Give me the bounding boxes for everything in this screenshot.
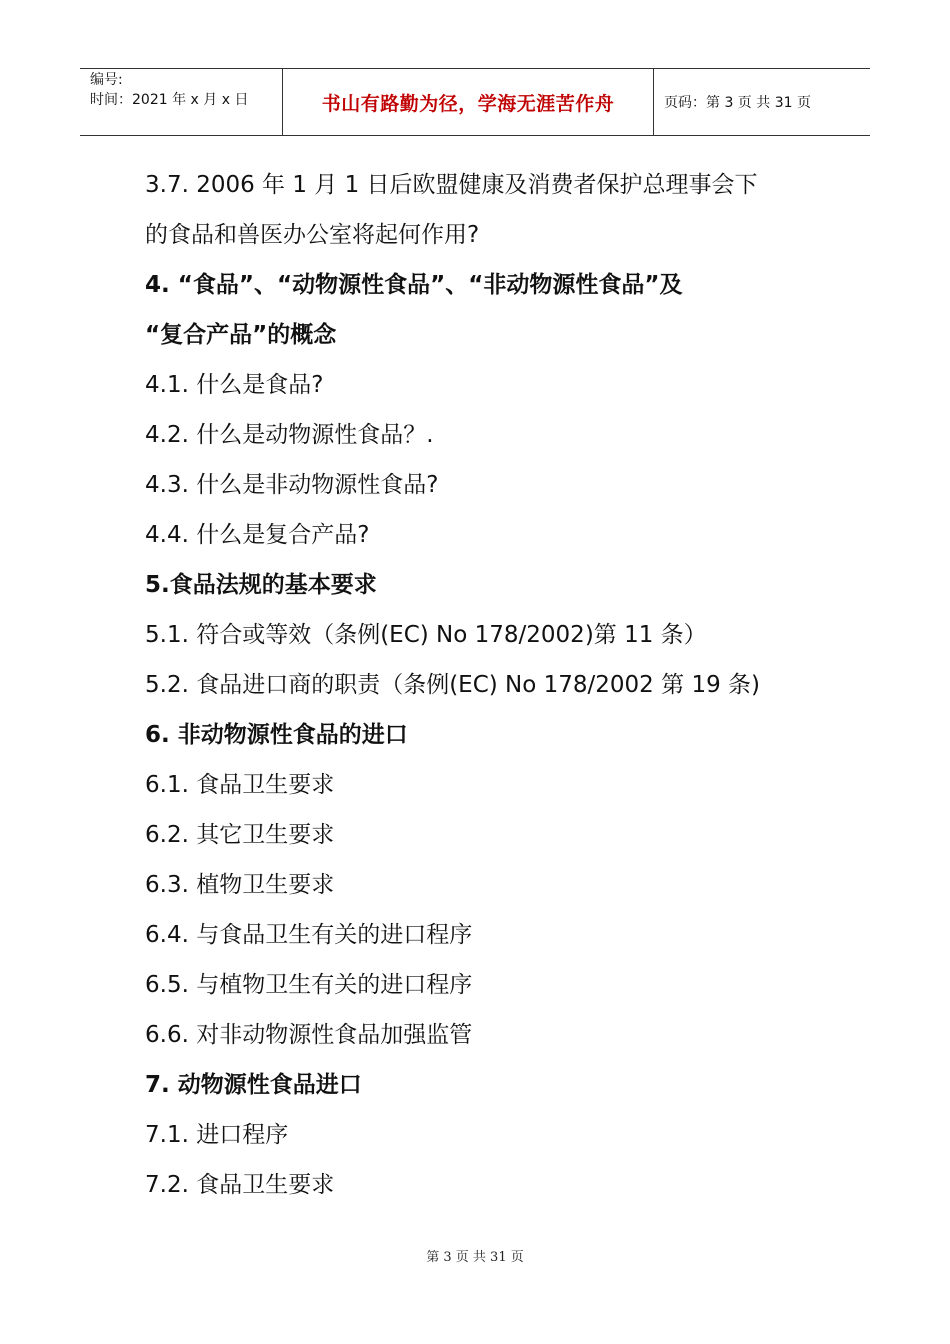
header-motto-cell [282, 69, 654, 135]
body-line: 4.1. 什么是食品? [145, 372, 324, 398]
header-meta-cell [80, 69, 282, 135]
body-line: 6.4. 与食品卫生有关的进口程序 [145, 922, 473, 948]
body-line: 的食品和兽医办公室将起何作用? [145, 222, 480, 248]
header-page-cell [654, 69, 870, 135]
body-line: 6.3. 植物卫生要求 [145, 872, 335, 898]
document-number-label: 编号: [90, 72, 123, 88]
body-line: 6.6. 对非动物源性食品加强监管 [145, 1022, 473, 1048]
document-date: 时间：2021 年 x 月 x 日 [90, 92, 249, 108]
header-page-info: 页码：第 3 页 共 31 页 [664, 95, 811, 111]
document-body [145, 160, 825, 1210]
section-heading: 5.食品法规的基本要求 [145, 572, 377, 598]
body-line: 4.2. 什么是动物源性食品？. [145, 422, 434, 448]
body-line: 5.1. 符合或等效（条例(EC) No 178/2002)第 11 条） [145, 622, 707, 648]
body-line: 3.7. 2006 年 1 月 1 日后欧盟健康及消费者保护总理事会下 [145, 172, 758, 198]
section-heading: “复合产品”的概念 [145, 322, 337, 348]
page-footer: 第 3 页 共 31 页 [426, 1250, 524, 1265]
section-heading: 7. 动物源性食品进口 [145, 1072, 362, 1098]
body-line: 7.2. 食品卫生要求 [145, 1172, 335, 1198]
body-line: 4.4. 什么是复合产品? [145, 522, 370, 548]
body-line: 6.5. 与植物卫生有关的进口程序 [145, 972, 473, 998]
body-line: 6.1. 食品卫生要求 [145, 772, 335, 798]
body-line: 7.1. 进口程序 [145, 1122, 289, 1148]
section-heading: 4. “食品”、“动物源性食品”、“非动物源性食品”及 [145, 272, 683, 298]
section-heading: 6. 非动物源性食品的进口 [145, 722, 408, 748]
page-header [80, 68, 870, 136]
body-line: 4.3. 什么是非动物源性食品? [145, 472, 439, 498]
body-line: 6.2. 其它卫生要求 [145, 822, 335, 848]
header-motto: 书山有路勤为径，学海无涯苦作舟 [321, 92, 615, 115]
body-line: 5.2. 食品进口商的职责（条例(EC) No 178/2002 第 19 条) [145, 672, 760, 698]
